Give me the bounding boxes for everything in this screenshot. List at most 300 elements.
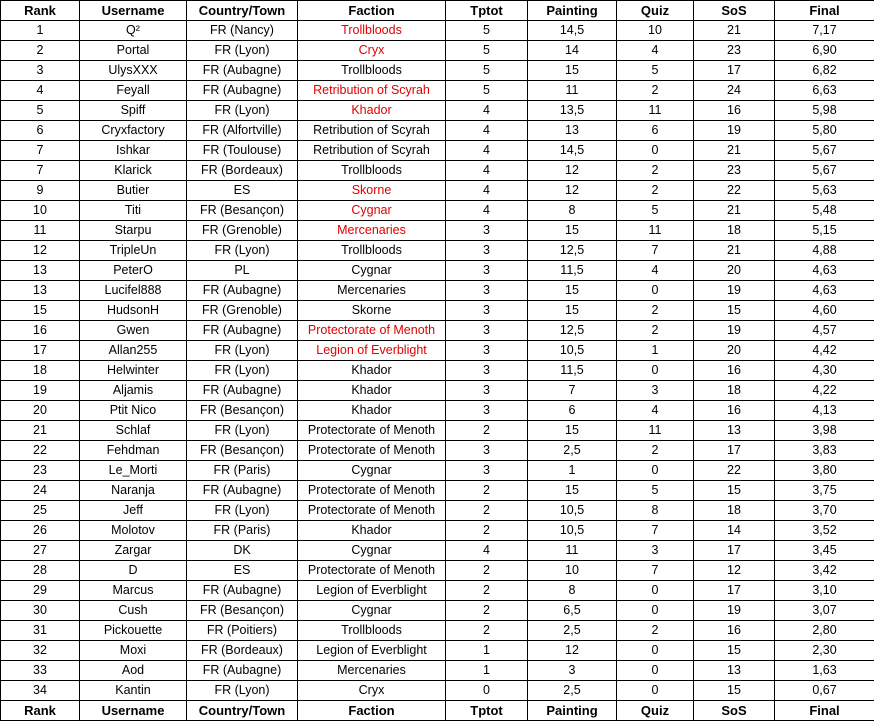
- country-town-cell: FR (Alfortville): [187, 121, 298, 141]
- table-row: [1, 361, 874, 381]
- final-cell: 2,30: [775, 641, 874, 661]
- header-username: Username: [80, 1, 187, 21]
- faction-cell: Protectorate of Menoth: [298, 481, 446, 501]
- header-faction: Faction: [298, 1, 446, 21]
- country-town-cell: DK: [187, 541, 298, 561]
- faction-cell: Retribution of Scyrah: [298, 141, 446, 161]
- footer-faction: Faction: [298, 701, 446, 721]
- table-body: [1, 21, 874, 701]
- country-town-cell: FR (Lyon): [187, 101, 298, 121]
- faction-cell: Protectorate of Menoth: [298, 321, 446, 341]
- rank-cell: 21: [1, 421, 80, 441]
- faction-cell: Khador: [298, 381, 446, 401]
- faction-cell: Trollbloods: [298, 241, 446, 261]
- table-row: [1, 241, 874, 261]
- tptot-cell: 3: [446, 461, 528, 481]
- country-town-cell: FR (Besançon): [187, 441, 298, 461]
- username-cell: UlysXXX: [80, 61, 187, 81]
- painting-cell: 15: [528, 481, 617, 501]
- country-town-cell: FR (Bordeaux): [187, 161, 298, 181]
- rank-cell: 33: [1, 661, 80, 681]
- quiz-cell: 5: [617, 201, 694, 221]
- rank-cell: 2: [1, 41, 80, 61]
- table-row: [1, 681, 874, 701]
- faction-cell: Skorne: [298, 301, 446, 321]
- rank-cell: 11: [1, 221, 80, 241]
- faction-cell: Mercenaries: [298, 661, 446, 681]
- final-cell: 5,15: [775, 221, 874, 241]
- tptot-cell: 3: [446, 381, 528, 401]
- quiz-cell: 0: [617, 141, 694, 161]
- painting-cell: 10: [528, 561, 617, 581]
- painting-cell: 11: [528, 541, 617, 561]
- table-row: [1, 41, 874, 61]
- table-row: [1, 61, 874, 81]
- quiz-cell: 7: [617, 241, 694, 261]
- username-cell: Q²: [80, 21, 187, 41]
- table-row: [1, 341, 874, 361]
- table-row: [1, 541, 874, 561]
- country-town-cell: FR (Besançon): [187, 201, 298, 221]
- tptot-cell: 2: [446, 601, 528, 621]
- footer-username: Username: [80, 701, 187, 721]
- username-cell: Pickouette: [80, 621, 187, 641]
- quiz-cell: 11: [617, 421, 694, 441]
- final-cell: 0,67: [775, 681, 874, 701]
- faction-cell: Khador: [298, 521, 446, 541]
- quiz-cell: 2: [617, 321, 694, 341]
- tptot-cell: 3: [446, 361, 528, 381]
- painting-cell: 14,5: [528, 21, 617, 41]
- tptot-cell: 3: [446, 301, 528, 321]
- sos-cell: 15: [694, 641, 775, 661]
- rank-cell: 29: [1, 581, 80, 601]
- faction-cell: Skorne: [298, 181, 446, 201]
- table-row: [1, 521, 874, 541]
- final-cell: 2,80: [775, 621, 874, 641]
- faction-cell: Protectorate of Menoth: [298, 441, 446, 461]
- painting-cell: 15: [528, 281, 617, 301]
- painting-cell: 7: [528, 381, 617, 401]
- country-town-cell: ES: [187, 181, 298, 201]
- final-cell: 6,63: [775, 81, 874, 101]
- country-town-cell: FR (Toulouse): [187, 141, 298, 161]
- painting-cell: 11: [528, 81, 617, 101]
- country-town-cell: FR (Bordeaux): [187, 641, 298, 661]
- username-cell: Allan255: [80, 341, 187, 361]
- painting-cell: 3: [528, 661, 617, 681]
- final-cell: 7,17: [775, 21, 874, 41]
- tptot-cell: 2: [446, 561, 528, 581]
- sos-cell: 15: [694, 301, 775, 321]
- tptot-cell: 5: [446, 21, 528, 41]
- country-town-cell: FR (Lyon): [187, 341, 298, 361]
- tptot-cell: 4: [446, 541, 528, 561]
- rank-cell: 13: [1, 281, 80, 301]
- table-row: [1, 621, 874, 641]
- final-cell: 3,83: [775, 441, 874, 461]
- faction-cell: Retribution of Scyrah: [298, 81, 446, 101]
- sos-cell: 16: [694, 101, 775, 121]
- country-town-cell: FR (Nancy): [187, 21, 298, 41]
- painting-cell: 8: [528, 201, 617, 221]
- tptot-cell: 5: [446, 61, 528, 81]
- rank-cell: 3: [1, 61, 80, 81]
- username-cell: Helwinter: [80, 361, 187, 381]
- rank-cell: 7: [1, 141, 80, 161]
- painting-cell: 14: [528, 41, 617, 61]
- country-town-cell: PL: [187, 261, 298, 281]
- final-cell: 4,63: [775, 261, 874, 281]
- painting-cell: 8: [528, 581, 617, 601]
- header-quiz: Quiz: [617, 1, 694, 21]
- faction-cell: Khador: [298, 101, 446, 121]
- quiz-cell: 0: [617, 661, 694, 681]
- tptot-cell: 3: [446, 261, 528, 281]
- painting-cell: 15: [528, 301, 617, 321]
- footer-quiz: Quiz: [617, 701, 694, 721]
- username-cell: Schlaf: [80, 421, 187, 441]
- table-row: [1, 461, 874, 481]
- painting-cell: 13,5: [528, 101, 617, 121]
- sos-cell: 21: [694, 141, 775, 161]
- faction-cell: Cygnar: [298, 541, 446, 561]
- tptot-cell: 4: [446, 121, 528, 141]
- rank-cell: 20: [1, 401, 80, 421]
- table-row: [1, 321, 874, 341]
- rank-cell: 32: [1, 641, 80, 661]
- sos-cell: 19: [694, 601, 775, 621]
- quiz-cell: 0: [617, 361, 694, 381]
- faction-cell: Protectorate of Menoth: [298, 501, 446, 521]
- final-cell: 5,63: [775, 181, 874, 201]
- final-cell: 4,13: [775, 401, 874, 421]
- table-row: [1, 101, 874, 121]
- username-cell: Zargar: [80, 541, 187, 561]
- country-town-cell: FR (Grenoble): [187, 221, 298, 241]
- country-town-cell: FR (Grenoble): [187, 301, 298, 321]
- rank-cell: 26: [1, 521, 80, 541]
- faction-cell: Legion of Everblight: [298, 581, 446, 601]
- username-cell: Aod: [80, 661, 187, 681]
- final-cell: 3,07: [775, 601, 874, 621]
- country-town-cell: FR (Lyon): [187, 361, 298, 381]
- sos-cell: 12: [694, 561, 775, 581]
- tptot-cell: 3: [446, 221, 528, 241]
- painting-cell: 6: [528, 401, 617, 421]
- table-row: [1, 381, 874, 401]
- table-row: [1, 441, 874, 461]
- quiz-cell: 2: [617, 441, 694, 461]
- tptot-cell: 5: [446, 41, 528, 61]
- username-cell: Kantin: [80, 681, 187, 701]
- painting-cell: 14,5: [528, 141, 617, 161]
- table-row: [1, 641, 874, 661]
- country-town-cell: FR (Besançon): [187, 601, 298, 621]
- rank-cell: 28: [1, 561, 80, 581]
- table-row: [1, 261, 874, 281]
- quiz-cell: 7: [617, 561, 694, 581]
- quiz-cell: 3: [617, 541, 694, 561]
- rank-cell: 1: [1, 21, 80, 41]
- table-row: [1, 601, 874, 621]
- table-row: [1, 221, 874, 241]
- quiz-cell: 0: [617, 461, 694, 481]
- quiz-cell: 8: [617, 501, 694, 521]
- rank-cell: 31: [1, 621, 80, 641]
- tptot-cell: 3: [446, 441, 528, 461]
- sos-cell: 21: [694, 201, 775, 221]
- tptot-cell: 2: [446, 581, 528, 601]
- sos-cell: 21: [694, 241, 775, 261]
- sos-cell: 18: [694, 501, 775, 521]
- painting-cell: 12: [528, 181, 617, 201]
- username-cell: Spiff: [80, 101, 187, 121]
- footer-final: Final: [775, 701, 874, 721]
- table-row: [1, 561, 874, 581]
- username-cell: Marcus: [80, 581, 187, 601]
- username-cell: D: [80, 561, 187, 581]
- painting-cell: 15: [528, 221, 617, 241]
- quiz-cell: 2: [617, 81, 694, 101]
- sos-cell: 24: [694, 81, 775, 101]
- quiz-cell: 2: [617, 181, 694, 201]
- faction-cell: Cryx: [298, 681, 446, 701]
- country-town-cell: FR (Aubagne): [187, 661, 298, 681]
- sos-cell: 17: [694, 541, 775, 561]
- final-cell: 4,60: [775, 301, 874, 321]
- header-country-town: Country/Town: [187, 1, 298, 21]
- tptot-cell: 5: [446, 81, 528, 101]
- table-row: [1, 661, 874, 681]
- rank-cell: 25: [1, 501, 80, 521]
- username-cell: Starpu: [80, 221, 187, 241]
- rank-cell: 12: [1, 241, 80, 261]
- tptot-cell: 4: [446, 161, 528, 181]
- sos-cell: 23: [694, 161, 775, 181]
- tptot-cell: 4: [446, 201, 528, 221]
- final-cell: 3,42: [775, 561, 874, 581]
- username-cell: Fehdman: [80, 441, 187, 461]
- faction-cell: Cygnar: [298, 601, 446, 621]
- sos-cell: 22: [694, 181, 775, 201]
- sos-cell: 20: [694, 341, 775, 361]
- quiz-cell: 4: [617, 41, 694, 61]
- final-cell: 5,48: [775, 201, 874, 221]
- table-row: [1, 281, 874, 301]
- final-cell: 6,90: [775, 41, 874, 61]
- quiz-cell: 1: [617, 341, 694, 361]
- final-cell: 3,80: [775, 461, 874, 481]
- table-row: [1, 301, 874, 321]
- final-cell: 3,52: [775, 521, 874, 541]
- sos-cell: 19: [694, 321, 775, 341]
- painting-cell: 13: [528, 121, 617, 141]
- header-tptot: Tptot: [446, 1, 528, 21]
- table-row: [1, 421, 874, 441]
- sos-cell: 14: [694, 521, 775, 541]
- final-cell: 4,42: [775, 341, 874, 361]
- country-town-cell: FR (Poitiers): [187, 621, 298, 641]
- username-cell: HudsonH: [80, 301, 187, 321]
- quiz-cell: 7: [617, 521, 694, 541]
- country-town-cell: FR (Aubagne): [187, 321, 298, 341]
- quiz-cell: 10: [617, 21, 694, 41]
- faction-cell: Khador: [298, 361, 446, 381]
- username-cell: Cryxfactory: [80, 121, 187, 141]
- final-cell: 5,98: [775, 101, 874, 121]
- sos-cell: 21: [694, 21, 775, 41]
- footer-country-town: Country/Town: [187, 701, 298, 721]
- table-row: [1, 161, 874, 181]
- final-cell: 6,82: [775, 61, 874, 81]
- rank-cell: 9: [1, 181, 80, 201]
- country-town-cell: FR (Aubagne): [187, 581, 298, 601]
- rank-cell: 10: [1, 201, 80, 221]
- final-cell: 5,67: [775, 141, 874, 161]
- sos-cell: 13: [694, 421, 775, 441]
- quiz-cell: 2: [617, 161, 694, 181]
- username-cell: PeterO: [80, 261, 187, 281]
- tptot-cell: 1: [446, 661, 528, 681]
- painting-cell: 15: [528, 421, 617, 441]
- tptot-cell: 2: [446, 421, 528, 441]
- country-town-cell: FR (Aubagne): [187, 61, 298, 81]
- sos-cell: 20: [694, 261, 775, 281]
- header-final: Final: [775, 1, 874, 21]
- table-row: [1, 481, 874, 501]
- sos-cell: 18: [694, 221, 775, 241]
- final-cell: 4,88: [775, 241, 874, 261]
- faction-cell: Cygnar: [298, 461, 446, 481]
- rank-cell: 4: [1, 81, 80, 101]
- quiz-cell: 0: [617, 281, 694, 301]
- faction-cell: Retribution of Scyrah: [298, 121, 446, 141]
- quiz-cell: 4: [617, 261, 694, 281]
- table-row: [1, 581, 874, 601]
- username-cell: Ishkar: [80, 141, 187, 161]
- username-cell: Butier: [80, 181, 187, 201]
- username-cell: Feyall: [80, 81, 187, 101]
- country-town-cell: FR (Besançon): [187, 401, 298, 421]
- tptot-cell: 3: [446, 241, 528, 261]
- table-row: [1, 81, 874, 101]
- faction-cell: Trollbloods: [298, 21, 446, 41]
- rank-cell: 5: [1, 101, 80, 121]
- tptot-cell: 2: [446, 481, 528, 501]
- sos-cell: 19: [694, 121, 775, 141]
- username-cell: Aljamis: [80, 381, 187, 401]
- tptot-cell: 3: [446, 321, 528, 341]
- painting-cell: 1: [528, 461, 617, 481]
- username-cell: Moxi: [80, 641, 187, 661]
- painting-cell: 15: [528, 61, 617, 81]
- tptot-cell: 1: [446, 641, 528, 661]
- sos-cell: 17: [694, 61, 775, 81]
- table-row: [1, 501, 874, 521]
- painting-cell: 12: [528, 161, 617, 181]
- final-cell: 3,70: [775, 501, 874, 521]
- tptot-cell: 0: [446, 681, 528, 701]
- painting-cell: 2,5: [528, 681, 617, 701]
- rank-cell: 19: [1, 381, 80, 401]
- username-cell: Jeff: [80, 501, 187, 521]
- country-town-cell: FR (Lyon): [187, 501, 298, 521]
- quiz-cell: 11: [617, 101, 694, 121]
- tptot-cell: 3: [446, 341, 528, 361]
- country-town-cell: FR (Aubagne): [187, 481, 298, 501]
- footer-painting: Painting: [528, 701, 617, 721]
- table-row: [1, 21, 874, 41]
- username-cell: Titi: [80, 201, 187, 221]
- final-cell: 3,98: [775, 421, 874, 441]
- username-cell: Klarick: [80, 161, 187, 181]
- painting-cell: 11,5: [528, 361, 617, 381]
- sos-cell: 13: [694, 661, 775, 681]
- table-row: [1, 121, 874, 141]
- final-cell: 3,75: [775, 481, 874, 501]
- country-town-cell: FR (Lyon): [187, 421, 298, 441]
- quiz-cell: 5: [617, 61, 694, 81]
- quiz-cell: 0: [617, 681, 694, 701]
- faction-cell: Khador: [298, 401, 446, 421]
- username-cell: Molotov: [80, 521, 187, 541]
- country-town-cell: FR (Lyon): [187, 241, 298, 261]
- quiz-cell: 0: [617, 601, 694, 621]
- rank-cell: 30: [1, 601, 80, 621]
- tptot-cell: 2: [446, 621, 528, 641]
- table-row: [1, 141, 874, 161]
- username-cell: Naranja: [80, 481, 187, 501]
- final-cell: 1,63: [775, 661, 874, 681]
- rank-cell: 6: [1, 121, 80, 141]
- painting-cell: 2,5: [528, 441, 617, 461]
- table-row: [1, 201, 874, 221]
- sos-cell: 15: [694, 681, 775, 701]
- footer-tptot: Tptot: [446, 701, 528, 721]
- faction-cell: Legion of Everblight: [298, 341, 446, 361]
- table-row: [1, 401, 874, 421]
- username-cell: Gwen: [80, 321, 187, 341]
- rank-cell: 27: [1, 541, 80, 561]
- final-cell: 5,67: [775, 161, 874, 181]
- tptot-cell: 3: [446, 281, 528, 301]
- rank-cell: 15: [1, 301, 80, 321]
- rank-cell: 7: [1, 161, 80, 181]
- quiz-cell: 2: [617, 621, 694, 641]
- faction-cell: Cygnar: [298, 261, 446, 281]
- username-cell: Ptit Nico: [80, 401, 187, 421]
- username-cell: TripleUn: [80, 241, 187, 261]
- painting-cell: 10,5: [528, 521, 617, 541]
- quiz-cell: 0: [617, 581, 694, 601]
- tptot-cell: 3: [446, 401, 528, 421]
- country-town-cell: FR (Aubagne): [187, 281, 298, 301]
- quiz-cell: 11: [617, 221, 694, 241]
- username-cell: Cush: [80, 601, 187, 621]
- username-cell: Portal: [80, 41, 187, 61]
- tptot-cell: 2: [446, 521, 528, 541]
- sos-cell: 17: [694, 581, 775, 601]
- quiz-cell: 4: [617, 401, 694, 421]
- tptot-cell: 4: [446, 101, 528, 121]
- sos-cell: 16: [694, 401, 775, 421]
- country-town-cell: FR (Aubagne): [187, 81, 298, 101]
- sos-cell: 23: [694, 41, 775, 61]
- quiz-cell: 6: [617, 121, 694, 141]
- painting-cell: 2,5: [528, 621, 617, 641]
- tptot-cell: 4: [446, 141, 528, 161]
